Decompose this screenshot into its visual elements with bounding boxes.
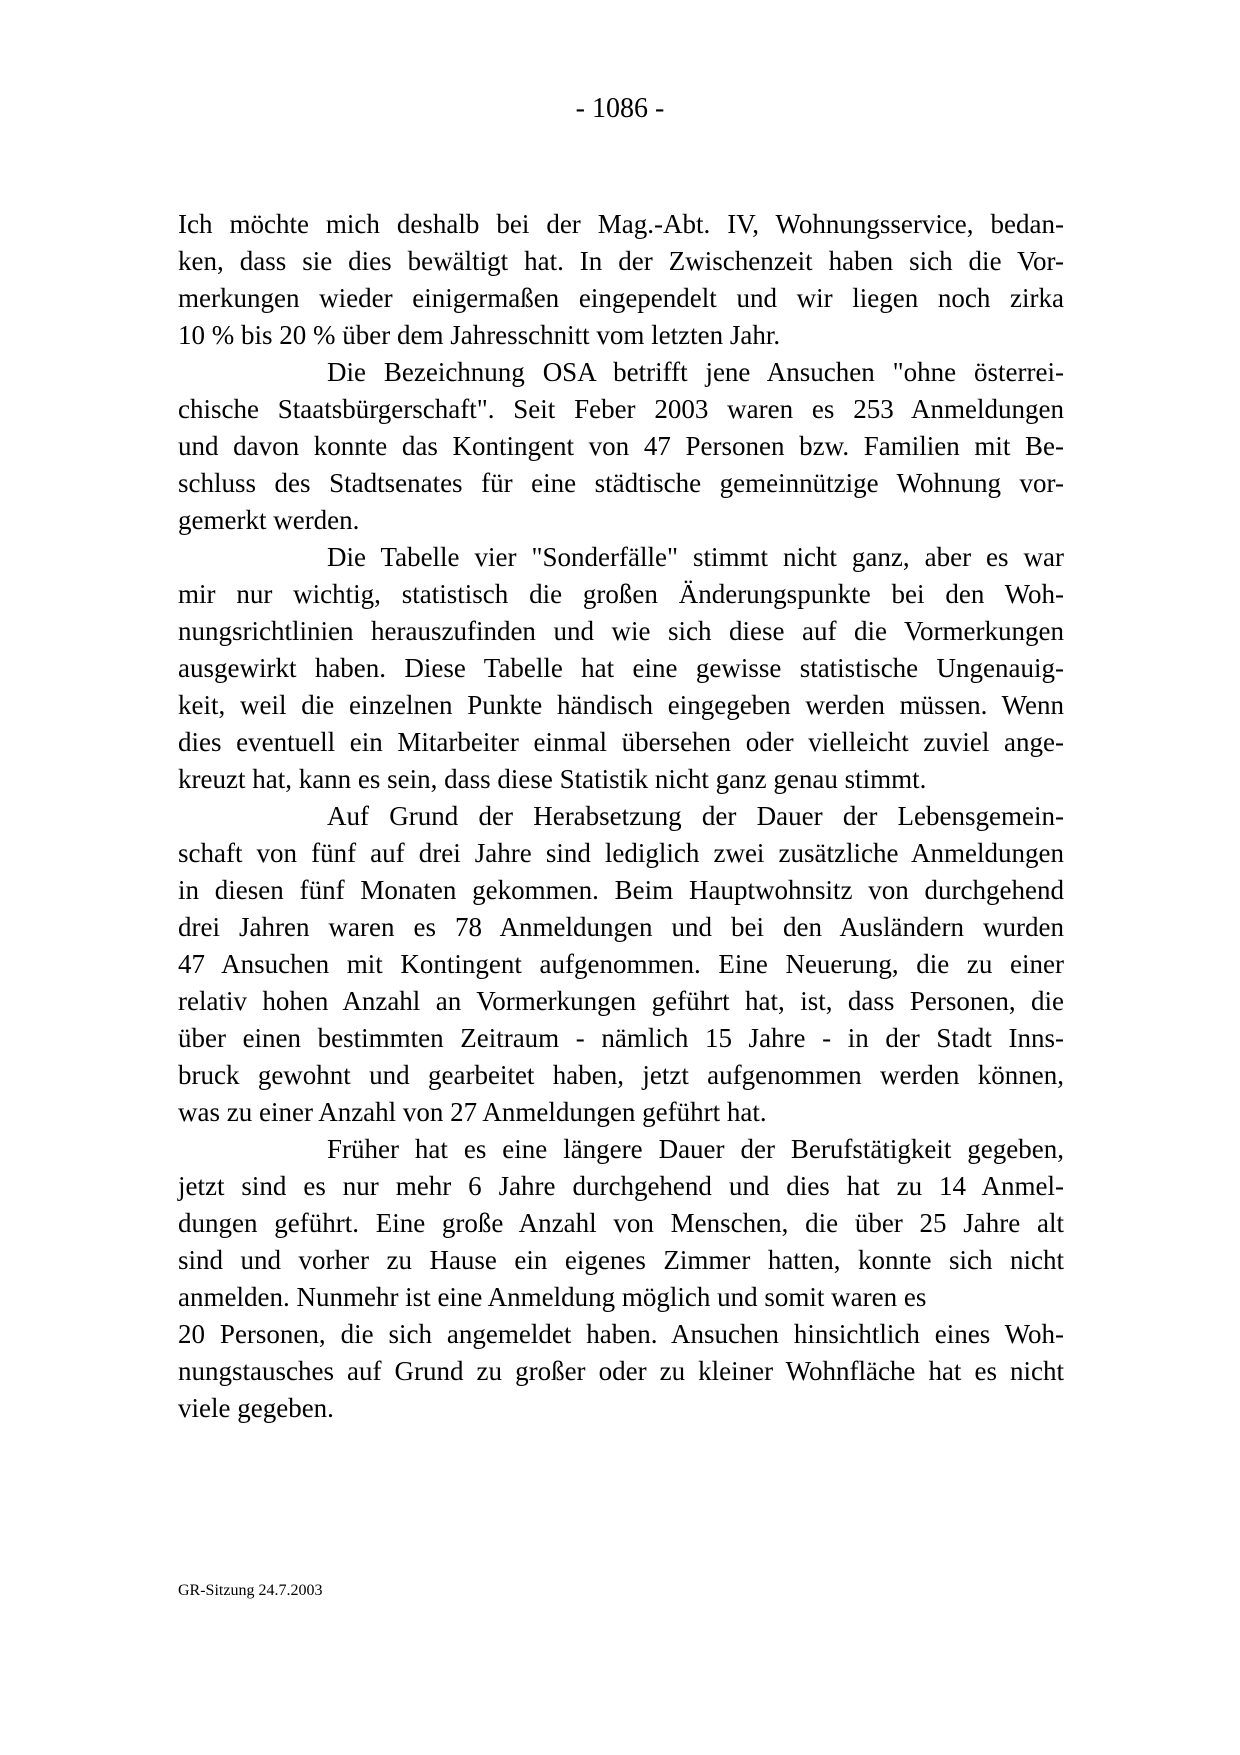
- text-line: jetzt sind es nur mehr 6 Jahre durchgehend und dies hat zu 14 Anmel-: [178, 1171, 1064, 1201]
- text-line: kreuzt hat, kann es sein, dass diese Statistik nicht ganz genau stimmt.: [178, 764, 927, 794]
- text-line: dies eventuell ein Mitarbeiter einmal übersehen oder vielleicht zuviel ange-: [178, 727, 1064, 757]
- text-line: mir nur wichtig, statistisch die großen Änderungspunkte bei den Woh-: [178, 579, 1064, 609]
- text-line: 20 Personen, die sich angemeldet haben. Ansuchen hinsichtlich eines Woh-: [178, 1319, 1064, 1349]
- text-line: und davon konnte das Kontingent von 47 Personen bzw. Familien mit Be-: [178, 431, 1064, 461]
- text-line: Ich möchte mich deshalb bei der Mag.-Abt. IV, Wohnungsservice, bedan-: [178, 209, 1064, 239]
- footer-session-date: GR-Sitzung 24.7.2003: [178, 1582, 323, 1599]
- text-line: keit, weil die einzelnen Punkte händisch eingegeben werden müssen. Wenn: [178, 690, 1064, 720]
- paragraph-5: [178, 1131, 1064, 1427]
- text-line: in diesen fünf Monaten gekommen. Beim Hauptwohnsitz von durchgehend: [178, 875, 1064, 905]
- text-line: über einen bestimmten Zeitraum - nämlich 15 Jahre - in der Stadt Inns-: [178, 1023, 1064, 1053]
- paragraph-1: [178, 206, 1064, 354]
- text-line: Früher hat es eine längere Dauer der Berufstätigkeit gegeben,: [327, 1134, 1064, 1164]
- document-body: [178, 206, 1064, 1427]
- text-line: 47 Ansuchen mit Kontingent aufgenommen. Eine Neuerung, die zu einer: [178, 949, 1064, 979]
- text-line: ausgewirkt haben. Diese Tabelle hat eine gewisse statistische Ungenauig-: [178, 653, 1064, 683]
- text-line: 10 % bis 20 % über dem Jahresschnitt vom letzten Jahr.: [178, 320, 781, 350]
- text-line: was zu einer Anzahl von 27 Anmeldungen geführt hat.: [178, 1097, 767, 1127]
- text-line: Die Tabelle vier "Sonderfälle" stimmt nicht ganz, aber es war: [327, 542, 1064, 572]
- text-line: relativ hohen Anzahl an Vormerkungen geführt hat, ist, dass Personen, die: [178, 986, 1064, 1016]
- text-line: sind und vorher zu Hause ein eigenes Zimmer hatten, konnte sich nicht: [178, 1245, 1064, 1275]
- text-line: nungsrichtlinien herauszufinden und wie sich diese auf die Vormerkungen: [178, 616, 1064, 646]
- text-line: anmelden. Nunmehr ist eine Anmeldung möglich und somit waren es: [178, 1282, 927, 1312]
- text-line: drei Jahren waren es 78 Anmeldungen und bei den Ausländern wurden: [178, 912, 1064, 942]
- text-line: schluss des Stadtsenates für eine städtische gemeinnützige Wohnung vor-: [178, 468, 1064, 498]
- text-line: Die Bezeichnung OSA betrifft jene Ansuchen "ohne österrei-: [327, 357, 1064, 387]
- paragraph-3: [178, 539, 1064, 798]
- text-line: ken, dass sie dies bewältigt hat. In der Zwischenzeit haben sich die Vor-: [178, 246, 1064, 276]
- text-line: gemerkt werden.: [178, 505, 360, 535]
- text-line: viele gegeben.: [178, 1393, 334, 1423]
- paragraph-4: [178, 798, 1064, 1131]
- paragraph-2: [178, 354, 1064, 539]
- text-line: merkungen wieder einigermaßen eingependelt und wir liegen noch zirka: [178, 283, 1064, 313]
- text-line: schaft von fünf auf drei Jahre sind lediglich zwei zusätzliche Anmeldungen: [178, 838, 1064, 868]
- text-line: bruck gewohnt und gearbeitet haben, jetzt aufgenommen werden können,: [178, 1060, 1064, 1090]
- page-number: - 1086 -: [575, 93, 665, 124]
- text-line: chische Staatsbürgerschaft". Seit Feber 2003 waren es 253 Anmeldungen: [178, 394, 1064, 424]
- text-line: Auf Grund der Herabsetzung der Dauer der Lebensgemein-: [327, 801, 1064, 831]
- text-line: dungen geführt. Eine große Anzahl von Menschen, die über 25 Jahre alt: [178, 1208, 1064, 1238]
- text-line: nungstausches auf Grund zu großer oder zu kleiner Wohnfläche hat es nicht: [178, 1356, 1064, 1386]
